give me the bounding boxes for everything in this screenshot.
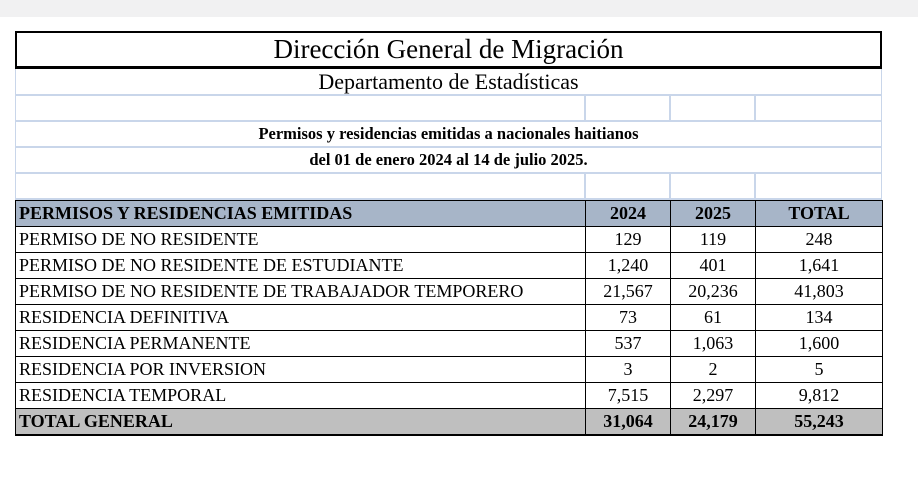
table-row — [16, 331, 883, 357]
cell-total: 134 — [756, 305, 883, 331]
cell-total: 41,803 — [756, 279, 883, 305]
table-header-row — [16, 201, 883, 227]
cell-total: 248 — [756, 227, 883, 253]
cell-2024: 3 — [586, 357, 671, 383]
cell-2025: 401 — [671, 253, 756, 279]
row-label: PERMISO DE NO RESIDENTE DE ESTUDIANTE — [16, 253, 586, 279]
cell-2024: 7,515 — [586, 383, 671, 409]
cell-2024: 1,240 — [586, 253, 671, 279]
top-bar — [0, 0, 918, 17]
column-header-2024: 2024 — [586, 201, 671, 227]
cell-total: 1,641 — [756, 253, 883, 279]
row-label: RESIDENCIA PERMANENTE — [16, 331, 586, 357]
column-header-total: TOTAL — [756, 201, 883, 227]
table-row — [16, 253, 883, 279]
total-row — [16, 409, 883, 436]
table-row — [16, 279, 883, 305]
row-label: PERMISO DE NO RESIDENTE DE TRABAJADOR TEMPORERO — [16, 279, 586, 305]
table-row — [16, 383, 883, 409]
cell-total: 5 — [756, 357, 883, 383]
cell-total: 9,812 — [756, 383, 883, 409]
total-2024: 31,064 — [586, 409, 671, 436]
row-label: RESIDENCIA TEMPORAL — [16, 383, 586, 409]
cell-2024: 129 — [586, 227, 671, 253]
caption-line-1: Permisos y residencias emitidas a nacionales haitianos — [15, 122, 882, 148]
page-title: Dirección General de Migración — [15, 31, 882, 69]
row-label: RESIDENCIA POR INVERSION — [16, 357, 586, 383]
column-header-category: PERMISOS Y RESIDENCIAS EMITIDAS — [16, 201, 586, 227]
row-label: RESIDENCIA DEFINITIVA — [16, 305, 586, 331]
cell-2025: 20,236 — [671, 279, 756, 305]
blank-row — [15, 174, 882, 200]
department-title: Departamento de Estadísticas — [15, 69, 882, 96]
total-label: TOTAL GENERAL — [16, 409, 586, 436]
cell-2025: 1,063 — [671, 331, 756, 357]
total-2025: 24,179 — [671, 409, 756, 436]
caption-line-2: del 01 de enero 2024 al 14 de julio 2025. — [15, 148, 882, 174]
spreadsheet — [15, 31, 882, 436]
cell-2025: 2,297 — [671, 383, 756, 409]
column-header-2025: 2025 — [671, 201, 756, 227]
table-row — [16, 305, 883, 331]
table-row — [16, 357, 883, 383]
cell-2025: 2 — [671, 357, 756, 383]
cell-2025: 61 — [671, 305, 756, 331]
cell-total: 1,600 — [756, 331, 883, 357]
cell-2024: 21,567 — [586, 279, 671, 305]
row-label: PERMISO DE NO RESIDENTE — [16, 227, 586, 253]
cell-2024: 73 — [586, 305, 671, 331]
cell-2025: 119 — [671, 227, 756, 253]
blank-row — [15, 96, 882, 122]
table-row — [16, 227, 883, 253]
permits-table — [15, 200, 883, 436]
total-grand: 55,243 — [756, 409, 883, 436]
cell-2024: 537 — [586, 331, 671, 357]
